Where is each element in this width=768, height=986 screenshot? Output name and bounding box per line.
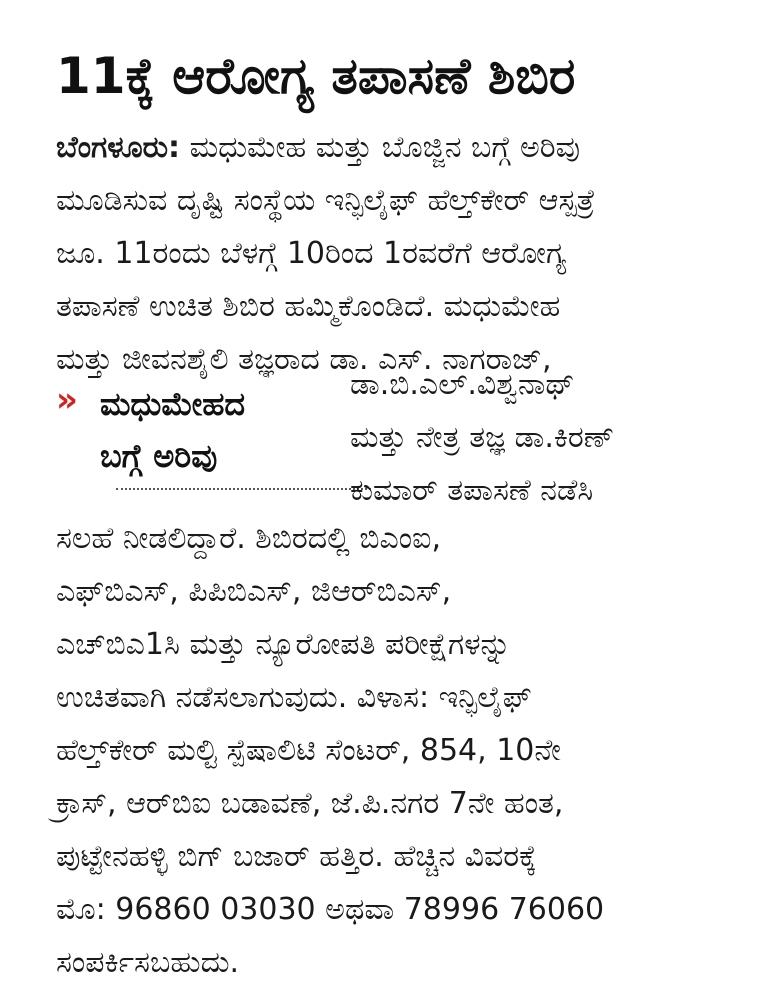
body-line-1	[56, 125, 580, 171]
body-line-11: ಎಚ್‌ಬಿಎ1ಸಿ ಮತ್ತು ನ್ಯೂರೋಪತಿ ಪರೀಕ್ಷೆಗಳನ್ನು	[56, 627, 511, 662]
headline: 11ಕ್ಕೆ ಆರೋಗ್ಯ ತಪಾಸಣೆ ಶಿಬಿರ	[56, 47, 576, 105]
dateline: ಬೆಂಗಳೂರು:	[56, 130, 181, 165]
pullquote-divider	[116, 488, 371, 490]
body-line-right-3: ಕುಮಾರ್ ತಪಾಸಣೆ ನಡೆಸಿ	[350, 473, 594, 508]
body-line-5: ಮತ್ತು ಜೀವನಶೈಲಿ ತಜ್ಞರಾದ ಡಾ. ಎಸ್. ನಾಗರಾಜ್,	[56, 342, 552, 377]
body-line-15: ಪುಟ್ಟೇನಹಳ್ಳಿ ಬಿಗ್ ಬಜಾರ್ ಹತ್ತಿರ. ಹೆಚ್ಚಿನ ವಿವರಕ್ಕೆ	[56, 839, 537, 874]
body-line-10: ಎಫ್‌ಬಿಎಸ್, ಪಿಪಿಬಿಎಸ್, ಜಿಆರ್‌ಬಿಎಸ್,	[56, 574, 452, 609]
body-line-14: ಕ್ರಾಸ್, ಆರ್‌ಬಿಐ ಬಡಾವಣೆ, ಜೆ.ಪಿ.ನಗರ 7ನೇ ಹಂತ,	[56, 786, 564, 821]
body-line-12: ಉಚಿತವಾಗಿ ನಡೆಸಲಾಗುವುದು. ವಿಳಾಸ: ಇನ್ಫಿಲೈಫ್	[56, 680, 532, 715]
pullquote-text	[100, 378, 245, 482]
body-line-4: ತಪಾಸಣೆ ಉಚಿತ ಶಿಬಿರ ಹಮ್ಮಿಕೊಂಡಿದೆ. ಮಧುಮೇಹ	[56, 289, 561, 324]
body-line-17: ಸಂಪರ್ಕಿಸಬಹುದು.	[56, 945, 240, 980]
pullquote-line-1: ಮಧುಮೇಹದ	[100, 385, 246, 423]
pullquote	[56, 378, 316, 498]
body-line-16: ಮೊ: 96860 03030 ಅಥವಾ 78996 76060	[56, 892, 605, 927]
body-line-13: ಹೆಲ್ತ್‌ಕೇರ್ ಮಲ್ಟಿ ಸ್ಪೆಷಾಲಿಟಿ ಸೆಂಟರ್, 854, 10ನೇ	[56, 733, 561, 768]
body-line-3: ಜೂ. 11ರಂದು ಬೆಳಗ್ಗೆ 10ರಿಂದ 1ರವರೆಗೆ ಆರೋಗ್ಯ	[56, 236, 567, 271]
body-line-right-2: ಮತ್ತು ನೇತ್ರ ತಜ್ಞ ಡಾ.ಕಿರಣ್	[350, 420, 615, 455]
pullquote-line-2: ಬಗ್ಗೆ ಅರಿವು	[100, 437, 218, 475]
body-line-9: ಸಲಹೆ ನೀಡಲಿದ್ದಾರೆ. ಶಿಬಿರದಲ್ಲಿ ಬಿಎಂಐ,	[56, 521, 442, 556]
body-line-1-text: ಮಧುಮೇಹ ಮತ್ತು ಬೊಜ್ಜಿನ ಬಗ್ಗೆ ಅರಿವು	[180, 130, 581, 165]
body-line-right-1: ಡಾ.ಬಿ.ಎಲ್.ವಿಶ್ವನಾಥ್	[350, 367, 575, 402]
pullquote-marker-icon: »	[56, 380, 78, 420]
body-line-2: ಮೂಡಿಸುವ ದೃಷ್ಟಿ ಸಂಸ್ಥೆಯ ಇನ್ಫಿಲೈಫ್ ಹೆಲ್ತ್‌ಕೇರ್ ಆಸ್ಪತ್ರೆ	[56, 183, 596, 218]
